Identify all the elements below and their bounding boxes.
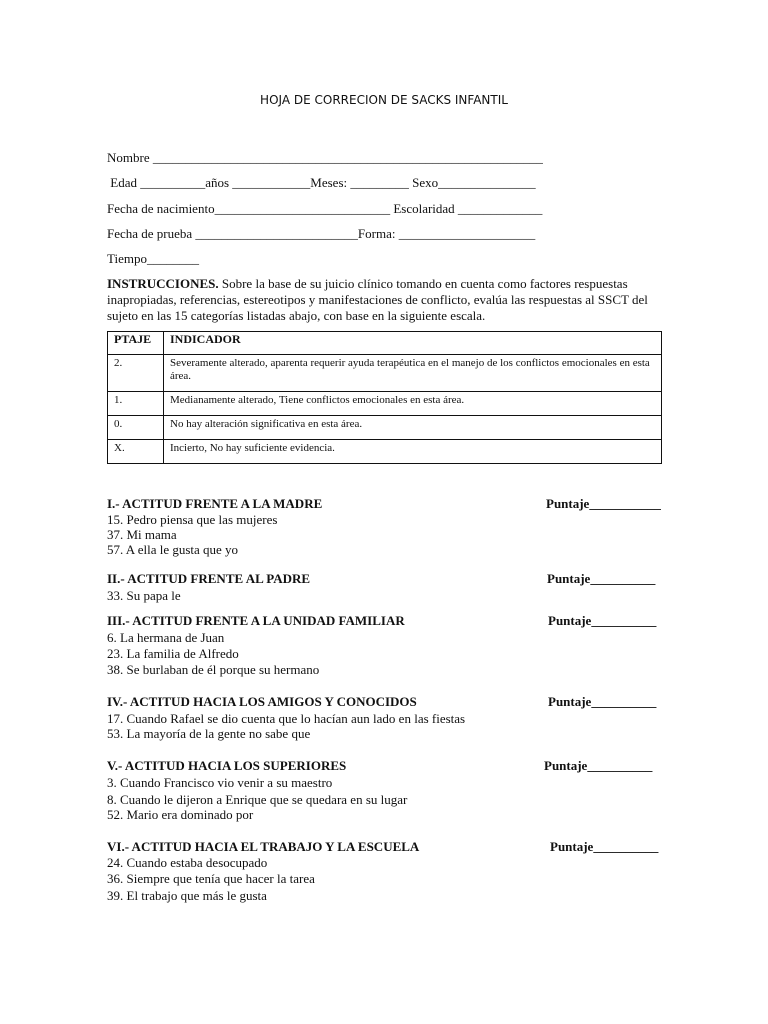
field-prueba: Fecha de prueba _________________________Forma: _____________________ xyxy=(107,226,536,241)
list-item: 37. Mi mama xyxy=(107,527,177,542)
list-item: 8. Cuando le dijeron a Enrique que se quedara en su lugar xyxy=(107,792,408,807)
table-row xyxy=(108,416,662,440)
section-title: III.- ACTITUD FRENTE A LA UNIDAD FAMILIAR xyxy=(107,613,405,628)
field-edad: Edad __________años ____________Meses: _________ Sexo_______________ xyxy=(107,175,536,190)
scale-indicador-cell: No hay alteración significativa en esta área. xyxy=(164,416,662,440)
table-row xyxy=(108,392,662,416)
list-item: 52. Mario era dominado por xyxy=(107,807,254,822)
section-score: Puntaje__________ xyxy=(544,758,653,773)
section-score: Puntaje__________ xyxy=(550,839,659,854)
scale-ptaje-cell: 0. xyxy=(108,416,164,440)
list-item: 17. Cuando Rafael se dio cuenta que lo hacían aun lado en las fiestas xyxy=(107,711,466,726)
scale-header-ptaje: PTAJE xyxy=(108,332,164,355)
page-title: HOJA DE CORRECION DE SACKS INFANTIL xyxy=(260,93,508,107)
instructions-label: INSTRUCCIONES. xyxy=(107,276,219,291)
section-score: Puntaje__________ xyxy=(548,694,657,709)
scale-indicador-cell: Medianamente alterado, Tiene conflictos emocionales en esta área. xyxy=(164,392,662,416)
scale-ptaje-cell: 2. xyxy=(108,355,164,392)
list-item: 38. Se burlaban de él porque su hermano xyxy=(107,662,320,677)
scale-table xyxy=(107,331,662,464)
field-tiempo: Tiempo________ xyxy=(107,251,199,266)
scale-ptaje-cell: X. xyxy=(108,440,164,464)
table-row xyxy=(108,440,662,464)
section-title: II.- ACTITUD FRENTE AL PADRE xyxy=(107,571,311,586)
list-item: 33. Su papa le xyxy=(107,588,181,603)
list-item: 57. A ella le gusta que yo xyxy=(107,542,239,557)
list-item: 6. La hermana de Juan xyxy=(107,630,225,645)
section-title: IV.- ACTITUD HACIA LOS AMIGOS Y CONOCIDOS xyxy=(107,694,417,709)
section-score: Puntaje__________ xyxy=(548,613,657,628)
scale-ptaje-cell: 1. xyxy=(108,392,164,416)
list-item: 24. Cuando estaba desocupado xyxy=(107,855,268,870)
section-title: I.- ACTITUD FRENTE A LA MADRE xyxy=(107,496,323,511)
list-item: 53. La mayoría de la gente no sabe que xyxy=(107,726,311,741)
section-score: Puntaje__________ xyxy=(547,571,656,586)
scale-indicador-cell: Incierto, No hay suficiente evidencia. xyxy=(164,440,662,464)
section-title: V.- ACTITUD HACIA LOS SUPERIORES xyxy=(107,758,347,773)
scale-indicador-cell: Severamente alterado, aparenta requerir ayuda terapéutica en el manejo de los conflictos emocionales en esta área. xyxy=(164,355,662,392)
field-nombre: Nombre ____________________________________________________________ xyxy=(107,150,543,165)
field-nacimiento: Fecha de nacimiento___________________________ Escolaridad _____________ xyxy=(107,201,543,216)
instructions-paragraph xyxy=(107,276,663,324)
list-item: 23. La familia de Alfredo xyxy=(107,646,239,661)
list-item: 3. Cuando Francisco vio venir a su maestro xyxy=(107,775,333,790)
scale-table-header xyxy=(108,332,662,355)
instructions-text: Sobre la base de su juicio clínico tomando en cuenta como factores respuestas inapropiadas, referencias, estereotipos y manifestaciones de conflicto, evalúa las respuestas al SSCT del sujeto en las 15 categorías listadas abajo, con base en la siguiente escala. xyxy=(107,276,648,323)
list-item: 36. Siempre que tenía que hacer la tarea xyxy=(107,871,315,886)
section-score: Puntaje___________ xyxy=(546,496,661,511)
list-item: 39. El trabajo que más le gusta xyxy=(107,888,267,903)
list-item: 15. Pedro piensa que las mujeres xyxy=(107,512,278,527)
table-row xyxy=(108,355,662,392)
section-title: VI.- ACTITUD HACIA EL TRABAJO Y LA ESCUELA xyxy=(107,839,420,854)
scale-header-indicador: INDICADOR xyxy=(164,332,662,355)
